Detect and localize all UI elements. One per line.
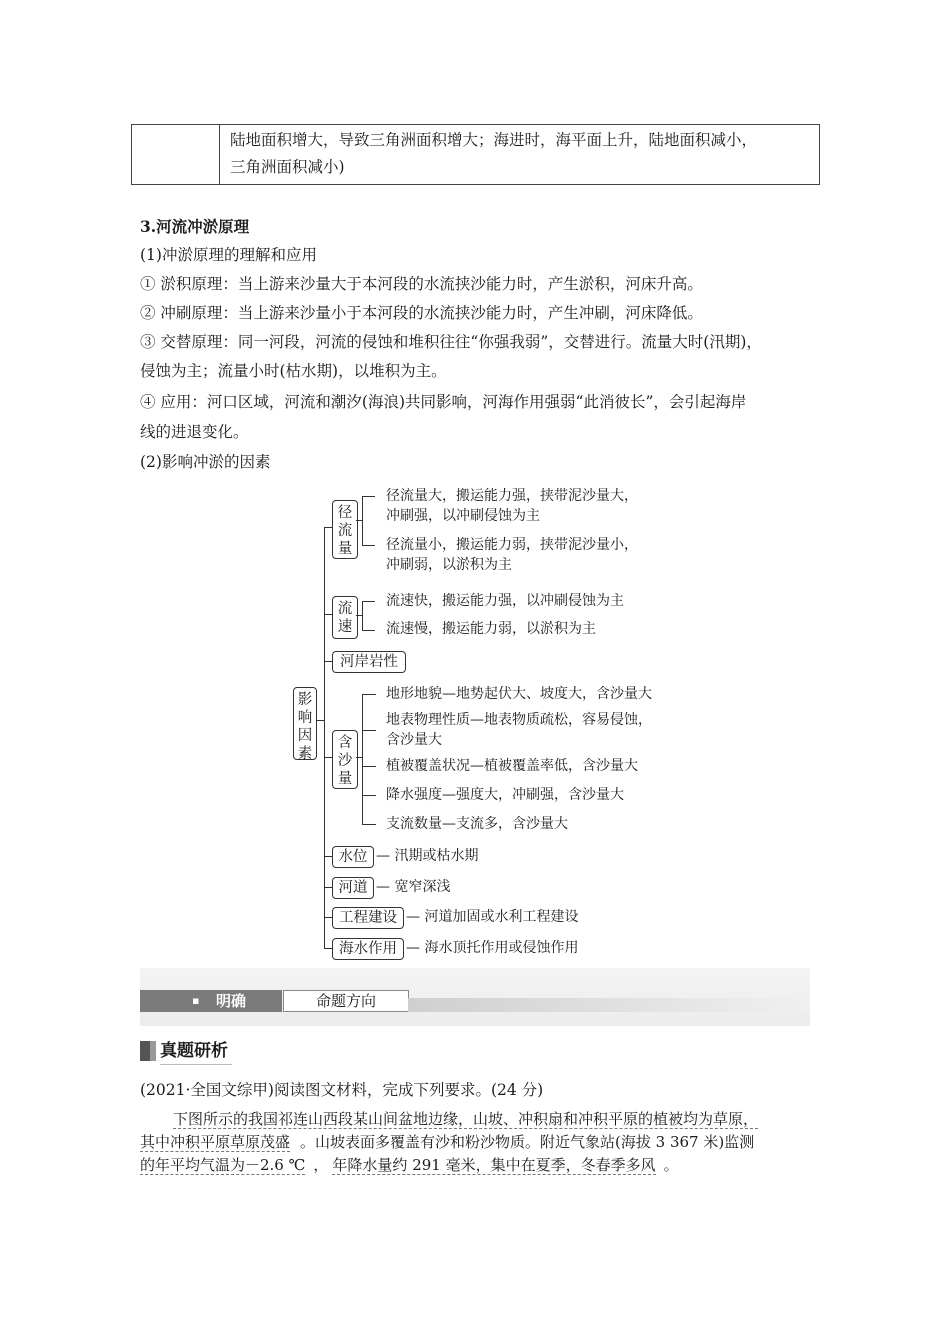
hanshaliang-box: 含 沙 量 [332, 730, 358, 789]
paragraph: ④ 应用：河口区域，河流和潮汐(海浪)共同影响，河海作用强弱“此消彼长”，会引起海岸 [140, 393, 747, 411]
material-line [140, 1131, 754, 1153]
connector [324, 948, 332, 949]
diagram-text: 植被覆盖状况—植被覆盖率低，含沙量大 [386, 758, 638, 774]
bracket-spine [362, 694, 363, 824]
liusu-box: 流 速 [332, 596, 358, 639]
table-cell-line: 三角洲面积减小) [230, 158, 345, 176]
connector [356, 615, 362, 616]
diagram-text: 流速慢，搬运能力弱，以淤积为主 [386, 621, 596, 637]
paragraph: ② 冲刷原理：当上游来沙量小于本河段的水流挟沙能力时，产生冲刷，河床降低。 [140, 304, 703, 322]
bracket [362, 496, 375, 546]
diagram-text: 冲刷强，以冲刷侵蚀为主 [386, 508, 540, 524]
diagram-text: 流速快，搬运能力强，以冲刷侵蚀为主 [386, 593, 624, 609]
paragraph: 线的进退变化。 [140, 423, 249, 441]
diagram-text: 地形地貌—地势起伏大、坡度大，含沙量大 [386, 686, 652, 702]
diagram-text: — 汛期或枯水期 [376, 848, 479, 864]
diagram-text: 地表物理性质—地表物质疏松，容易侵蚀， [386, 712, 652, 728]
shuiwei-box: 水位 [332, 846, 374, 868]
material-text: ， [313, 1156, 329, 1174]
table-fragment [131, 124, 820, 185]
material-highlight: 的年平均气温为－2.6 ℃ [140, 1156, 306, 1174]
connector [362, 824, 376, 825]
root-box: 影 响 因 素 [293, 687, 317, 760]
connector [362, 766, 376, 767]
table-cell-line: 陆地面积增大，导致三角洲面积增大；海进时，海平面上升，陆地面积减小， [230, 131, 758, 149]
paragraph: 侵蚀为主；流量小时(枯水期)，以堆积为主。 [140, 362, 447, 380]
section-bar-left-label: 明确 [216, 992, 247, 1010]
subheading: (2)影响冲淤的因素 [140, 453, 271, 471]
connector [362, 795, 376, 796]
section-title: 3.河流冲淤原理 [140, 217, 250, 236]
heading-marker-icon [150, 1041, 156, 1061]
haishui-box: 海水作用 [332, 938, 404, 960]
diagram-text: — 海水顶托作用或侵蚀作用 [406, 940, 579, 956]
hean-box: 河岸岩性 [332, 651, 406, 673]
hedao-box: 河道 [332, 877, 374, 899]
material-text: 下图所示的我国祁连山西段某山间盆地边缘，山坡、冲积扇和冲积平原的植被均为草原， [173, 1110, 759, 1128]
connector [362, 730, 376, 731]
diagram-text: 含沙量大 [386, 732, 442, 748]
diagram-text: 降水强度—强度大，冲刷强，含沙量大 [386, 787, 624, 803]
connector [324, 887, 332, 888]
section-bar-right-label: 命题方向 [283, 990, 409, 1012]
connector [324, 661, 332, 662]
gongcheng-box: 工程建设 [332, 907, 404, 929]
section-bar-gradient [408, 998, 810, 1012]
subheading: (1)冲淤原理的理解和应用 [140, 246, 317, 264]
jingliuliang-box: 径 流 量 [332, 500, 358, 559]
question-intro: (2021·全国文综甲)阅读图文材料，完成下列要求。(24 分) [140, 1081, 544, 1099]
diagram-text: — 宽窄深浅 [376, 879, 451, 895]
diagram-text: 冲刷弱，以淤积为主 [386, 557, 512, 573]
table-column-divider [219, 125, 220, 184]
connector [324, 614, 332, 615]
diagram-text: 径流量大，搬运能力强，挟带泥沙量大， [386, 488, 638, 504]
material-text: 。山坡表面多覆盖有沙和粉沙物质。附近气象站(海拔 3 367 米)监测 [300, 1133, 755, 1151]
material-line [140, 1154, 679, 1176]
material-text: 。 [663, 1156, 679, 1174]
bracket [362, 601, 375, 631]
connector [356, 520, 362, 521]
section-bar-left [140, 990, 282, 1012]
connector [362, 694, 376, 695]
trunk-line [324, 527, 325, 948]
material-highlight: 年降水量约 291 毫米，集中在夏季，冬春季多风 [332, 1156, 656, 1174]
connector [324, 856, 332, 857]
connector [324, 757, 332, 758]
paragraph: ③ 交替原理：同一河段，河流的侵蚀和堆积往往“你强我弱”，交替进行。流量大时(汛期)， [140, 333, 762, 351]
connector [324, 917, 332, 918]
material-highlight: 其中冲积平原草原茂盛 [140, 1133, 291, 1151]
square-icon: ▪ [192, 994, 200, 1007]
zhenti-heading: 真题研析 [160, 1038, 232, 1065]
connector [324, 527, 332, 528]
paragraph: ① 淤积原理：当上游来沙量大于本河段的水流挟沙能力时，产生淤积，河床升高。 [140, 275, 703, 293]
diagram-text: — 河道加固或水利工程建设 [406, 909, 579, 925]
material-line [173, 1108, 758, 1130]
diagram-text: 支流数量—支流多，含沙量大 [386, 816, 568, 832]
diagram-text: 径流量小，搬运能力弱，挟带泥沙量小， [386, 537, 638, 553]
